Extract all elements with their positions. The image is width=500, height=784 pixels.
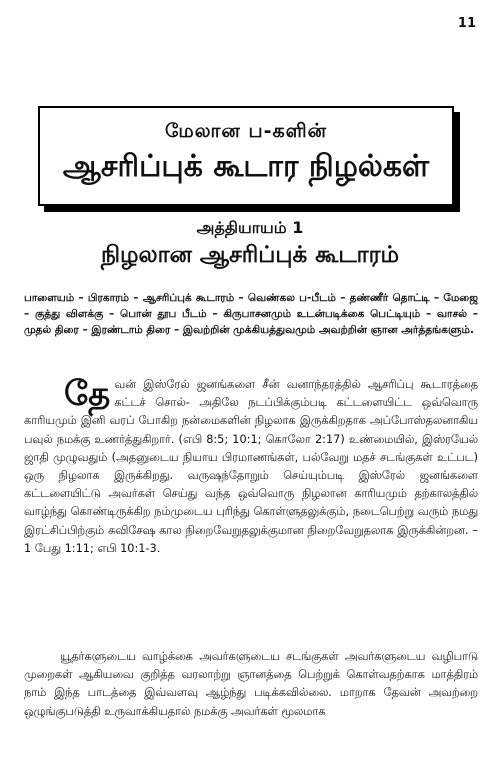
title-box [38, 106, 454, 206]
paragraph-1-text: வன் இஸ்ரேல் ஜனங்களை சீன் வனாந்தரத்தில் ஆசரிப்பு கூடாரத்தை கட்டச் சொல்- அதிலே நடப்பிக்கும்படி கட்டளையிட்ட ஒவ்வொரு காரியமும் இனி வரப் போகிற நன்மைகளின் நிழலாக இருக்கிறதாக அப்போஸ்தலனாகிய பவுல் நமக்கு உணர்த்துகிறார். (எபி 8:5; 10:1; கொலோ 2:17) உண்மையில், இஸ்ரயேல் ஜாதி முழுவதும் (அதனுடைய நியாய பிரமாணங்கள், பல்வேறு மதச் சடங்குகள் உட்பட) ஒரு நிழலாக இருக்கிறது. வருஷந்தோறும் செய்யும்படி இஸ்ரேல் ஜனங்களை கட்டளையிட்டு அவர்கள் செய்து வந்த ஒவ்வொரு நிழலான காரியமும் தற்காலத்தில் வாழ்ந்து கொண்டிருக்கிற நம்முடைய புரிந்து கொள்ளுதலுக்கும், நடைபெற்று வரும் நமது இரட்சிப்பிற்கும் சுவிசேஷ கால நிறைவேறுதலுக்குமான நிறைவேறுதலாக இருக்கின்றன. – 1 பேது 1:11; எபி 10:1-3. [24, 378, 478, 555]
chapter-title: நிழலான ஆசரிப்புக் கூடாரம் [100, 242, 400, 268]
chapter-summary: பாளையம் – பிரகாரம் – ஆசரிப்புக் கூடாரம் – வெண்கல ப-பீடம் – தண்ணீர் தொட்டி – மேஜை – குத்து விளக்கு – பொன் தூப பீடம் – கிருபாசனமும் உடன்படிக்கை பெட்டியும் – வாசல் – முதல் திரை – இரண்டாம் திரை – இவற்றின் முக்கியத்துவமும் அவற்றின் ஞான அர்த்தங்களும். [24, 292, 478, 336]
drop-cap: தே [64, 374, 111, 414]
book-title: ஆசரிப்புக் கூடார நிழல்கள் [62, 149, 430, 184]
body-paragraph-1 [24, 376, 478, 558]
chapter-label: அத்தியாயம் 1 [196, 218, 304, 237]
book-subtitle: மேலான ப-களின் [164, 120, 328, 142]
page-number: 11 [457, 16, 476, 31]
body-paragraph-2: யூதர்களுடைய வாழ்க்கை அவர்களுடைய சடங்குகள் அவர்களுடைய வழிபாடு முறைகள் ஆகியவை குறித்த வரலாற்று ஞானத்தை பெற்றுக் கொள்வதற்காக மாத்திரம் நாம் இந்த பாடத்தை இவ்வளவு ஆழ்ந்து படிக்கவில்லை. மாறாக தேவன் அவற்றை ஒழுங்குபடுத்தி உருவாக்கியதால் நமக்கு அவர்கள் மூலமாக [24, 650, 478, 718]
